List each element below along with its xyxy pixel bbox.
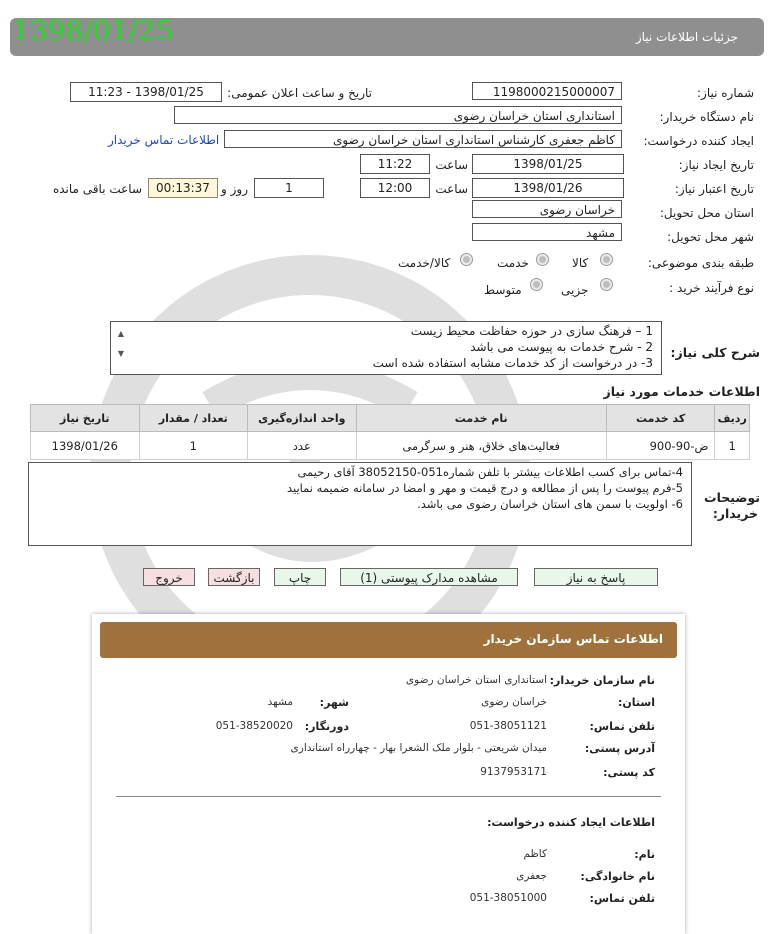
city-label: شهر محل تحویل:: [667, 230, 754, 244]
creator-label: ایجاد کننده درخواست:: [643, 134, 754, 148]
summary-line: 3- در درخواست از کد خدمات مشابه استفاده شده است: [372, 356, 653, 370]
summary-line: 1 – فرهنگ سازی در حوزه حفاظت محیط زیست: [410, 324, 653, 338]
process-option-minor: جزیی: [561, 283, 589, 297]
buyer-org-field: استانداری استان خراسان رضوی: [174, 106, 622, 124]
need-number-field: 1198000215000007: [472, 82, 622, 100]
days-label: روز و: [221, 182, 248, 196]
back-button[interactable]: بازگشت: [208, 568, 260, 586]
view-attachments-button[interactable]: مشاهده مدارک پیوستی (1): [340, 568, 518, 586]
col-header-need-date: تاریخ نیاز: [31, 405, 140, 432]
org-label: نام سازمان خریدار:: [549, 674, 655, 687]
buyer-notes-line: 4-تماس برای کسب اطلاعات بیشتر با تلفن شماره051-38052150 آقای رحیمی: [297, 465, 683, 479]
name-label: نام:: [634, 848, 655, 861]
cell-quantity: 1: [139, 432, 248, 460]
print-button[interactable]: چاپ: [274, 568, 326, 586]
remaining-time-field: 00:13:37: [148, 178, 218, 198]
divider: [116, 796, 661, 797]
category-option-goods-service: کالا/خدمت: [398, 256, 451, 270]
days-field: 1: [254, 178, 324, 198]
valid-time-field: 12:00: [360, 178, 430, 198]
process-option-medium: متوسط: [484, 283, 522, 297]
scroll-up-icon[interactable]: ▲: [117, 329, 125, 338]
city-field: مشهد: [472, 223, 622, 241]
category-option-service: خدمت: [497, 256, 529, 270]
valid-date-label: تاریخ اعتبار نیاز:: [674, 182, 754, 196]
family-label: نام خانوادگی:: [580, 870, 655, 883]
services-title: اطلاعات خدمات مورد نیاز: [603, 384, 760, 399]
cell-unit: عدد: [248, 432, 357, 460]
summary-textarea[interactable]: [110, 321, 662, 375]
phone-label: تلفن تماس:: [589, 720, 655, 733]
valid-time-label: ساعت: [435, 182, 468, 196]
col-header-row-number: ردیف: [715, 405, 750, 432]
phone-value: 051-38051121: [469, 720, 547, 732]
contact-card: [92, 614, 685, 934]
category-radio-goods-service[interactable]: [460, 253, 473, 266]
page-title: جزئیات اطلاعات نیاز: [635, 30, 738, 44]
col-header-unit: واحد اندازه‌گیری: [248, 405, 357, 432]
date-stamp: 1398/01/25: [12, 14, 174, 47]
creator-phone-label: تلفن تماس:: [589, 892, 655, 905]
buyer-notes-label-line2: خریدار:: [712, 506, 758, 521]
family-value: جعفری: [516, 870, 547, 882]
table-header-row: [31, 405, 750, 432]
address-label: آدرس پستی:: [584, 742, 655, 755]
summary-line: 2 - شرح خدمات به پیوست می باشد: [470, 340, 653, 354]
col-header-service-name: نام خدمت: [356, 405, 606, 432]
fax-label: دورنگار:: [304, 720, 349, 733]
fax-value: 051-38520020: [215, 720, 293, 732]
process-radio-minor[interactable]: [600, 278, 613, 291]
contact-card-title: اطلاعات تماس سازمان خریدار: [483, 632, 663, 646]
province-label: استان محل تحویل:: [659, 206, 754, 220]
cell-service-code: ض-90-900: [606, 432, 715, 460]
creator-info-title: اطلاعات ایجاد کننده درخواست:: [487, 816, 655, 829]
name-value: کاظم: [523, 848, 547, 860]
summary-label: شرح کلی نیاز:: [670, 345, 760, 360]
creator-phone-value: 051-38051000: [469, 892, 547, 904]
services-table: [30, 404, 750, 460]
province-value: خراسان رضوی: [481, 696, 547, 708]
cell-need-date: 1398/01/26: [31, 432, 140, 460]
need-number-label: شماره نیاز:: [697, 86, 754, 100]
category-option-goods: کالا: [572, 256, 589, 270]
category-radio-goods[interactable]: [600, 253, 613, 266]
announce-label: تاریخ و ساعت اعلان عمومی:: [227, 86, 372, 100]
province-field: خراسان رضوی: [472, 200, 622, 218]
province-label: استان:: [618, 696, 655, 709]
address-value: میدان شریعتی - بلوار ملک الشعرا بهار - چهارراه استانداری: [290, 742, 547, 754]
created-time-field: 11:22: [360, 154, 430, 174]
exit-button[interactable]: خروج: [143, 568, 195, 586]
creator-field: کاظم جعفری کارشناس استانداری استان خراسان رضوی: [224, 130, 622, 148]
process-label: نوع فرآیند خرید :: [669, 281, 754, 295]
reply-button[interactable]: پاسخ به نیاز: [534, 568, 658, 586]
col-header-quantity: تعداد / مقدار: [139, 405, 248, 432]
cell-service-name: فعالیت‌های خلاق، هنر و سرگرمی: [356, 432, 606, 460]
cell-row-number: 1: [715, 432, 750, 460]
city-value: مشهد: [267, 696, 293, 708]
buyer-contact-link[interactable]: اطلاعات تماس خریدار: [108, 133, 220, 147]
buyer-notes-textarea[interactable]: [28, 462, 692, 546]
process-radio-medium[interactable]: [530, 278, 543, 291]
buyer-org-label: نام دستگاه خریدار:: [659, 110, 754, 124]
city-label: شهر:: [319, 696, 349, 709]
buyer-notes-label-line1: توضیحات: [704, 490, 760, 505]
org-value: استانداری استان خراسان رضوی: [405, 674, 547, 686]
buyer-notes-line: 5-فرم پیوست را پس از مطالعه و درج قیمت و مهر و امضا در سامانه ضمیمه نمایید: [286, 481, 683, 495]
scroll-down-icon[interactable]: ▼: [117, 349, 125, 358]
buyer-notes-line: 6- اولویت با سمن های استان خراسان رضوی می باشد.: [417, 497, 683, 511]
valid-date-field: 1398/01/26: [472, 178, 624, 198]
created-time-label: ساعت: [435, 158, 468, 172]
remaining-label: ساعت باقی مانده: [52, 182, 142, 196]
postal-value: 9137953171: [480, 766, 547, 778]
announce-field: 1398/01/25 - 11:23: [70, 82, 222, 102]
table-row: [31, 432, 750, 460]
postal-label: کد پستی:: [603, 766, 655, 779]
category-label: طبقه بندی موضوعی:: [647, 256, 754, 270]
col-header-service-code: کد خدمت: [606, 405, 715, 432]
contact-card-header: [100, 622, 677, 658]
category-radio-service[interactable]: [536, 253, 549, 266]
created-date-label: تاریخ ایجاد نیاز:: [678, 158, 754, 172]
created-date-field: 1398/01/25: [472, 154, 624, 174]
